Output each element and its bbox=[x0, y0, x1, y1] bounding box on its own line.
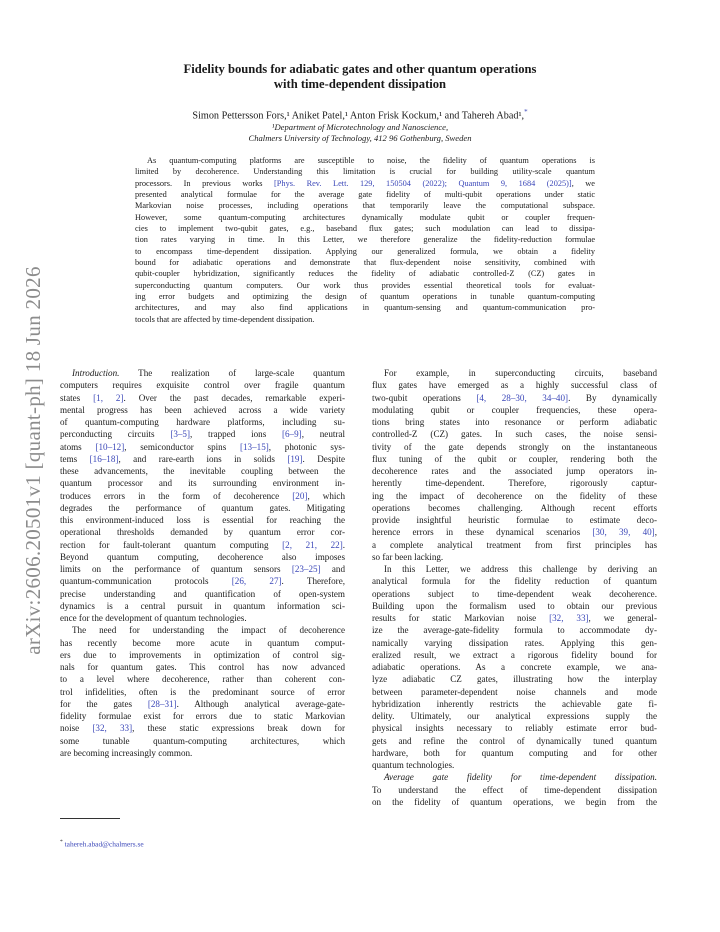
body-line: hardware, both for quantum computing and for other bbox=[372, 747, 657, 758]
body-line: trol infidelities, often is the predominant source of error bbox=[60, 686, 345, 697]
citation-link[interactable]: [32, 33] bbox=[549, 613, 589, 623]
citation-link[interactable]: [10–12] bbox=[95, 441, 125, 452]
body-line: mental progress has been achieved across a wide variety bbox=[60, 404, 345, 415]
body-line: noise [32, 33], these static expressions break down for bbox=[60, 723, 345, 734]
body-line: operational thresholds demanded by quantum error cor- bbox=[60, 527, 345, 538]
corresponding-author-mark[interactable]: * bbox=[524, 108, 528, 116]
abstract-line: As quantum-computing platforms are susceptible to noise, the fidelity of quantum operations is bbox=[147, 156, 595, 165]
body-line: Introduction. The realization of large-scale quantum bbox=[72, 368, 345, 378]
body-line: these advancements, the inevitable coupling between the bbox=[60, 466, 345, 476]
body-line: hybridization inherently restricts the achievable gate fi- bbox=[372, 698, 657, 709]
arxiv-identifier-text: arXiv:2606.20501v1 [quant-ph] 18 Jun 2026 bbox=[20, 265, 45, 655]
author-email-link[interactable]: tahereh.abad@chalmers.se bbox=[64, 839, 144, 849]
abstract-line: tocols that are affected by time-dependent dissipation. bbox=[135, 314, 315, 324]
abstract-line: to encompass time-dependent dissipation. Applying our generalized formula, we obtain a fidelity bbox=[135, 246, 595, 256]
body-line: tems [16–18], and rare-earth ions in solids [19]. Despite bbox=[60, 453, 346, 464]
citation-link[interactable]: [Phys. Rev. Lett. 129, 150504 (2022); Quantum 9, 1684 (2025)] bbox=[274, 178, 572, 188]
body-line: quantum-communication protocols [26, 27]. Therefore, bbox=[60, 576, 346, 587]
body-line: namically varying dissipation rates. Applying this gen- bbox=[372, 637, 657, 648]
body-line: rection for fault-tolerant quantum computing [2, 21, 22]. bbox=[60, 539, 345, 550]
citation-link[interactable]: [20] bbox=[292, 490, 308, 501]
body-line: quantum processor and its surrounding environment in- bbox=[60, 478, 345, 489]
citation-link[interactable]: [30, 39, 40] bbox=[592, 527, 655, 538]
body-line: Building upon the formalism used to obtain our previous bbox=[372, 600, 657, 611]
body-line: gets and refine the control of dynamically tuned quantum bbox=[372, 735, 657, 746]
body-line: dynamics is a central pursuit in quantum information sci- bbox=[60, 600, 345, 611]
introduction-heading: Introduction. bbox=[72, 368, 120, 378]
body-line: results for static Markovian noise [32, 33], we general- bbox=[372, 613, 657, 623]
arxiv-identifier-stamp bbox=[18, 250, 48, 670]
body-line: controlled-Z (CZ) gates. In such cases, the noise sensi- bbox=[372, 429, 657, 440]
title-line-1: Fidelity bounds for adiabatic gates and other quantum operations bbox=[183, 62, 537, 76]
abstract-line: tion rates varying in time. In this Letter, we therefore generalize the fidelity-reduction formulae bbox=[135, 235, 595, 245]
abstract-line: presented analytical formulae for the average gate fidelity of multi-qubit operations under static bbox=[135, 190, 595, 200]
body-line: perconducting circuits [3–5], trapped ions [6–9], neutral bbox=[60, 429, 345, 440]
abstract-line: cies to implement two-qubit gates, e.g., baseband flux gates; such modulation can lead to dissipa- bbox=[135, 224, 595, 234]
body-line: eralized result, we extract a rigorous fidelity bound for bbox=[372, 649, 657, 660]
body-line: The need for understanding the impact of decoherence bbox=[72, 625, 345, 636]
body-line: provide insightful heuristic formulae to estimate deco- bbox=[372, 515, 657, 525]
section-heading-line: Average gate fidelity for time-dependent dissipation. bbox=[384, 772, 657, 783]
body-line: to a level where decoherence, rather than coherent con- bbox=[60, 674, 345, 685]
citation-link[interactable]: [2, 21, 22] bbox=[282, 539, 343, 550]
body-line: a complete analytical treatment from first principles has bbox=[372, 539, 657, 550]
citation-link[interactable]: [28–31] bbox=[147, 698, 177, 709]
paper-title bbox=[120, 62, 600, 92]
abstract-line: bound for adiabatic operations and demonstrate that flux-dependent noise sensitivity, combined with bbox=[135, 258, 595, 268]
left-column-body bbox=[60, 367, 345, 759]
citation-link[interactable]: [1, 2] bbox=[93, 392, 124, 403]
body-line: quantum technologies. bbox=[372, 760, 455, 770]
citation-link[interactable]: [3–5] bbox=[170, 429, 191, 440]
citation-link[interactable]: [16–18] bbox=[89, 453, 119, 464]
body-line: ize the average-gate-fidelity formula to accommodate dy- bbox=[372, 625, 657, 636]
body-line: operations becomes challenging. Although recent efforts bbox=[372, 502, 657, 513]
body-line: modulating qubit or coupler frequencies, these opera- bbox=[372, 404, 657, 415]
body-line: delity. Ultimately, our analytical expressions supply the bbox=[372, 711, 657, 721]
abstract-line: Markovian noise processes, including operations that temporarily leave the computational subspace. bbox=[135, 201, 595, 211]
abstract-line: architectures, and may also find applications in quantum-sensing and quantum-communication pro- bbox=[135, 303, 595, 313]
body-line: tions bring states into resonance or perform adiabatic bbox=[372, 417, 657, 427]
body-line: between parameter-dependent noise channels and mode bbox=[372, 686, 657, 697]
body-line: some tunable quantum-computing architectures, which bbox=[60, 735, 345, 746]
author-names: Simon Pettersson Fors,¹ Aniket Patel,¹ Anton Frisk Kockum,¹ and Tahereh Abad¹, bbox=[192, 110, 525, 122]
body-line: two-qubit operations [4, 28–30, 34–40]. By dynamically bbox=[372, 392, 657, 403]
body-line: this environment-induced loss is essential for reaching the bbox=[60, 515, 345, 525]
abstract bbox=[135, 155, 595, 325]
citation-link[interactable]: [4, 28–30, 34–40] bbox=[476, 392, 569, 403]
body-line: analytical formula for the fidelity reduction of quantum bbox=[372, 576, 657, 587]
affiliation-line-2: Chalmers University of Technology, 412 96 Gothenburg, Sweden bbox=[248, 133, 472, 143]
body-line: for the gates [28–31]. Although analytical average-gate- bbox=[60, 698, 345, 709]
body-line: To understand the effect of time-dependent dissipation bbox=[372, 784, 657, 795]
citation-link[interactable]: [26, 27] bbox=[231, 576, 282, 587]
body-line: limits on the performance of quantum sensors [23–25] and bbox=[60, 564, 345, 574]
body-line: ence for the development of quantum technologies. bbox=[60, 613, 247, 623]
citation-link[interactable]: [19] bbox=[287, 453, 303, 464]
right-column-body bbox=[372, 367, 657, 808]
body-line: operations subject to time-dependent weak decoherence. bbox=[372, 588, 657, 599]
citation-link[interactable]: [6–9] bbox=[282, 429, 302, 440]
footnote-mark: * bbox=[60, 839, 63, 845]
body-line: tivity of the gate depends strongly on the instantaneous bbox=[372, 441, 657, 452]
body-line: computers requires exquisite control over fragile quantum bbox=[60, 380, 345, 391]
citation-link[interactable]: [32, 33] bbox=[92, 723, 133, 734]
body-line: so far been lacking. bbox=[372, 551, 444, 562]
body-line: are becoming increasingly common. bbox=[60, 747, 193, 758]
affiliation bbox=[100, 122, 620, 144]
body-line: herently time-dependent. Therefore, rigorously captur- bbox=[372, 478, 657, 489]
body-line: lyze adiabatic CZ gates, illustrating how the interplay bbox=[372, 674, 657, 685]
body-line: troduces errors in the form of decoherence [20], which bbox=[60, 490, 345, 501]
body-line: atoms [10–12], semiconductor spins [13–15], photonic sys- bbox=[60, 441, 345, 452]
abstract-line: limited by decoherence. Understanding this limitation is crucial for building utility-scale quantum bbox=[135, 167, 595, 177]
abstract-line: processors. In previous works [Phys. Rev. Lett. 129, 150504 (2022); Quantum 9, 1684 (2025)], we bbox=[135, 178, 595, 188]
body-line: herence errors in these dynamical scenarios [30, 39, 40], bbox=[372, 527, 657, 538]
body-line: ers due to improvements in optimization of control sig- bbox=[60, 649, 345, 660]
body-line: states [1, 2]. Over the past decades, remarkable experi- bbox=[60, 392, 345, 403]
abstract-line: qubit-coupler hybridization, significantly reduces the fidelity of adiabatic controlled-Z (CZ) gates in bbox=[135, 269, 595, 279]
footnote bbox=[60, 838, 144, 848]
citation-link[interactable]: [13–15] bbox=[239, 441, 269, 452]
body-line: In this Letter, we address this challenge by deriving an bbox=[384, 564, 657, 574]
body-line: flux gates have emerged as a highly successful class of bbox=[372, 380, 657, 391]
title-line-2: with time-dependent dissipation bbox=[273, 77, 447, 91]
body-line: on the fidelity of quantum operations, we begin from the bbox=[372, 796, 657, 807]
body-line: ing the impact of decoherence on the fidelity of these bbox=[372, 490, 657, 501]
abstract-line: However, some quantum-computing architectures dynamically modulate qubit or coupler frequen- bbox=[135, 212, 595, 222]
body-line: Beyond quantum computing, decoherence also imposes bbox=[60, 551, 345, 562]
body-line: has recently become more acute in quantum comput- bbox=[60, 637, 345, 648]
abstract-line: ing error budgets and optimizing the design of quantum operations in tunable quantum-computing bbox=[135, 292, 595, 302]
body-line: For example, in superconducting circuits, baseband bbox=[384, 368, 657, 378]
body-line: physical insights necessary to reliably estimate error bud- bbox=[372, 723, 657, 734]
citation-link[interactable]: [23–25] bbox=[291, 564, 321, 574]
body-line: precise understanding and quantification of open-system bbox=[60, 588, 345, 599]
body-line: decoherence rates and the associated jump operators in- bbox=[372, 466, 657, 476]
affiliation-line-1: ¹Department of Microtechnology and Nanoscience, bbox=[271, 122, 449, 132]
body-line: nals for quantum gates. This control has now advanced bbox=[60, 662, 345, 672]
body-line: adiabatic operations. As a concrete example, we ana- bbox=[372, 662, 657, 672]
author-list bbox=[100, 106, 620, 122]
body-line: degrades the performance of quantum gates. Mitigating bbox=[60, 502, 345, 513]
body-line: of quantum-computing hardware platforms, including su- bbox=[60, 417, 345, 427]
body-line: flux tuning of the qubit or coupler, rendering both the bbox=[372, 453, 657, 464]
abstract-line: superconducting quantum computers. Our work thus provides essential theoretical tools for evaluat- bbox=[135, 280, 595, 290]
body-line: fidelity formulae exist for errors due to static Markovian bbox=[60, 711, 345, 721]
footnote-rule bbox=[60, 818, 120, 819]
